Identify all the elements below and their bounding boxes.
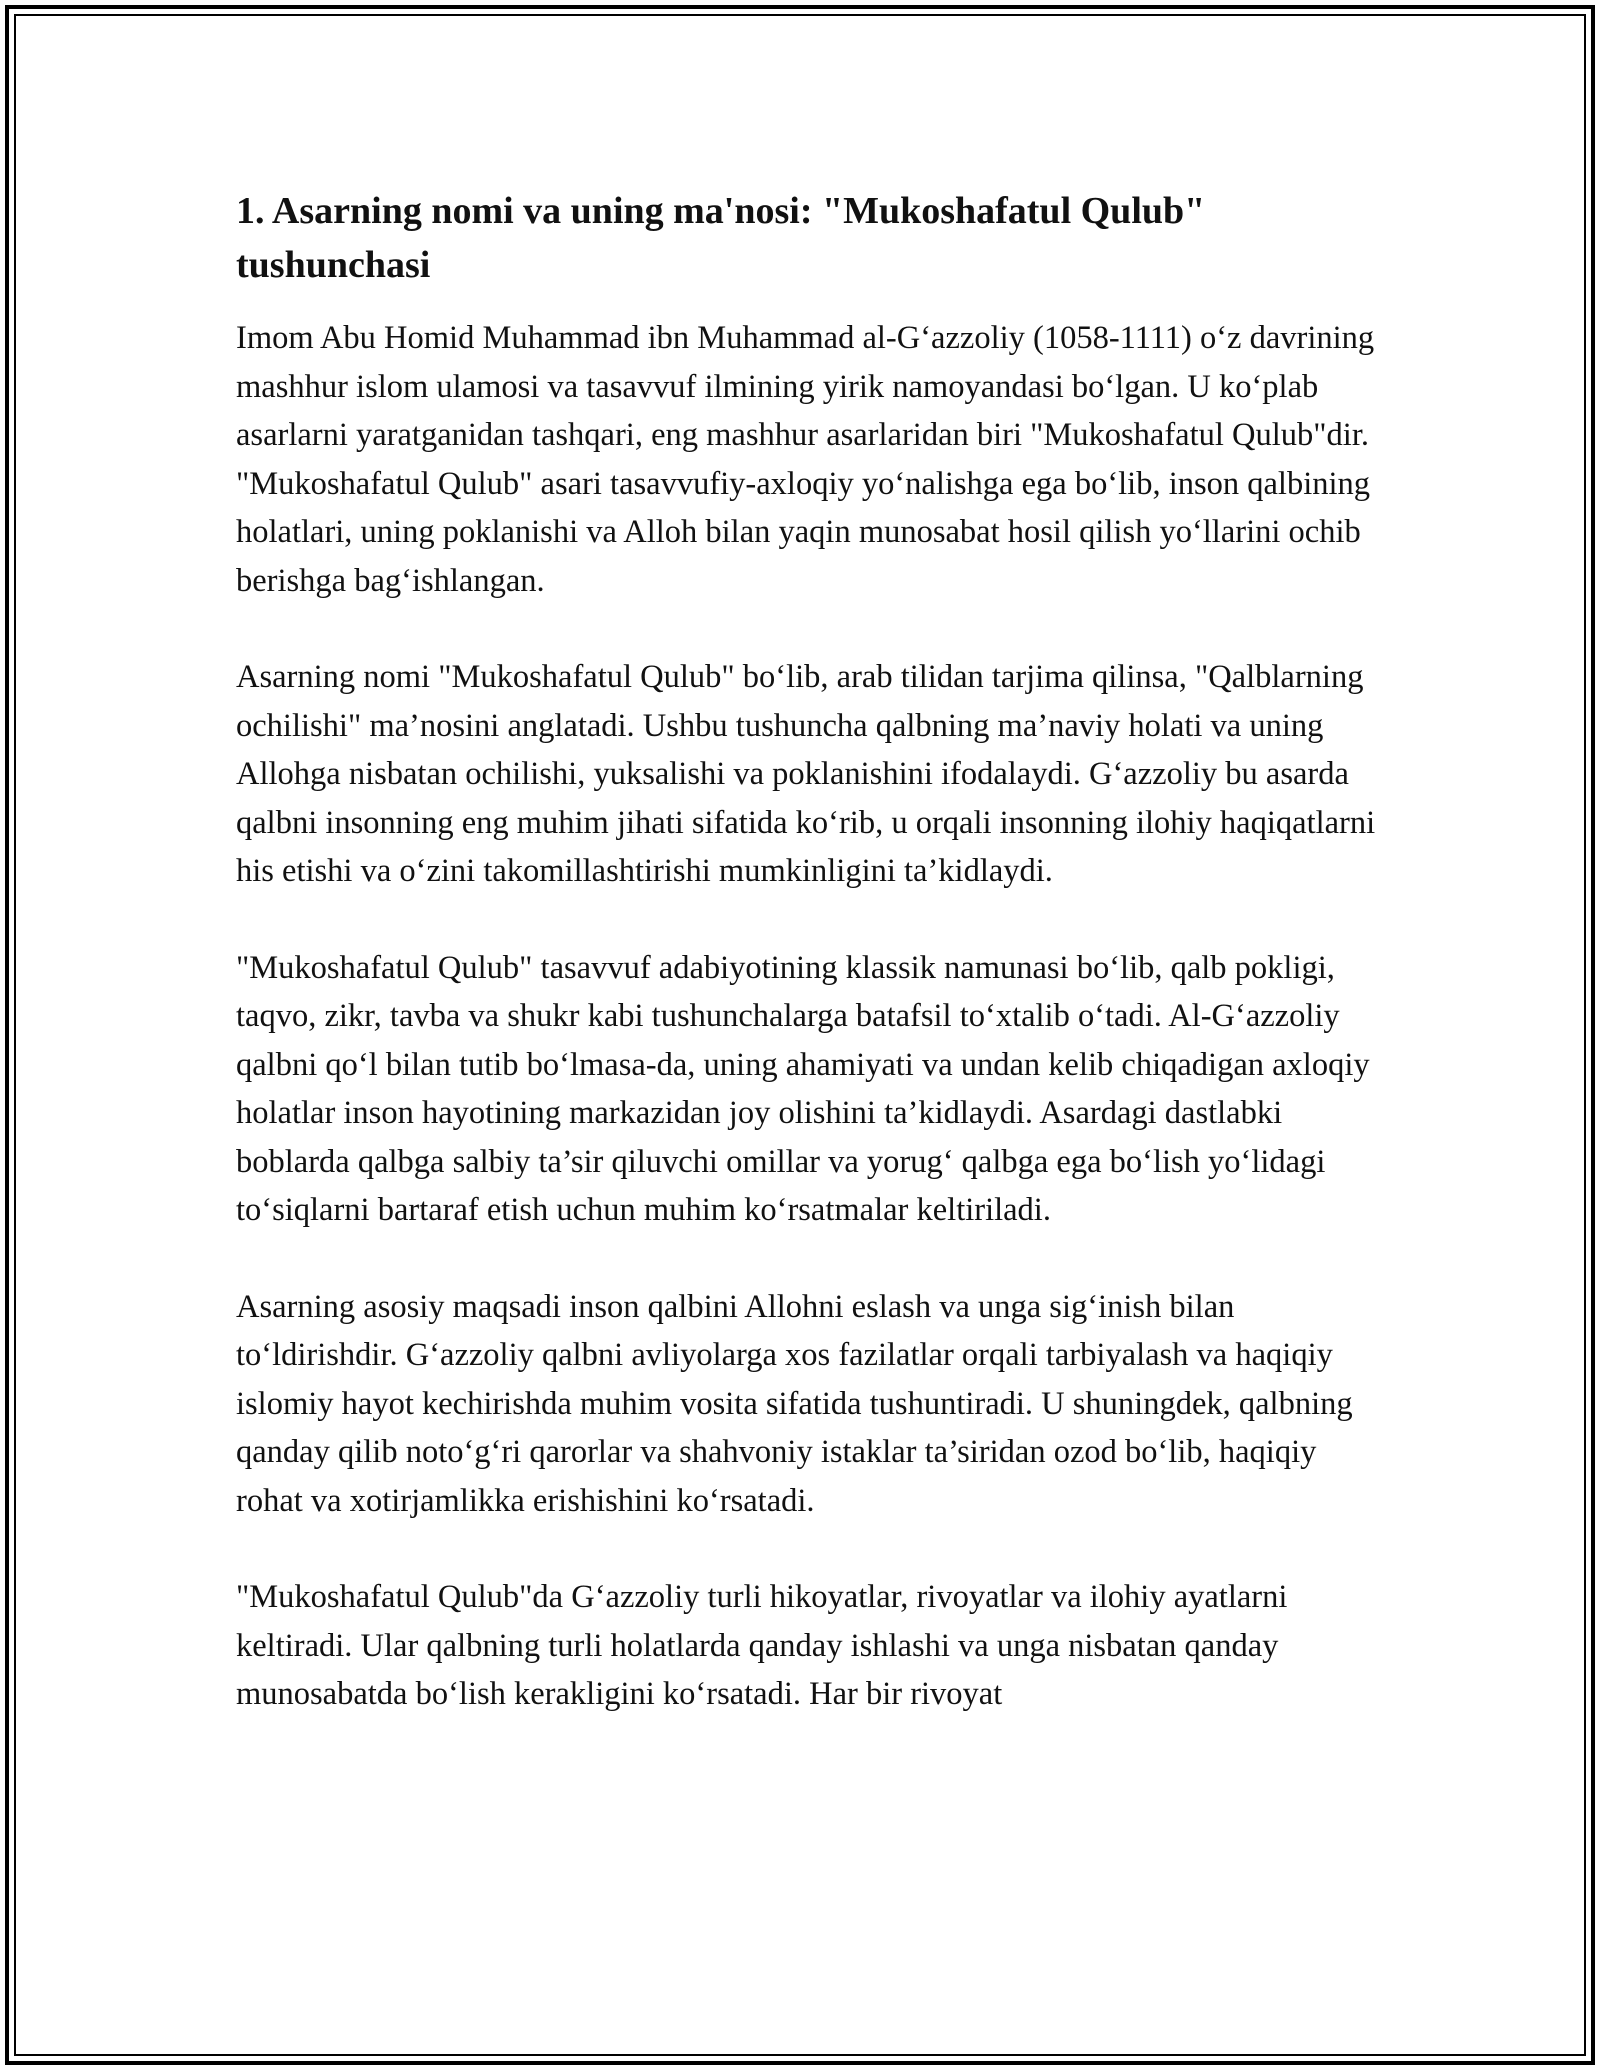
paragraph-3: "Mukoshafatul Qulub" tasavvuf adabiyotining klassik namunasi bo‘lib, qalb pokligi, taqvo, zikr, tavba va shukr kabi tushunchalarga batafsil to‘xtalib o‘tadi. Al-G‘azzoliy qalbni qo‘l bilan tutib bo‘lmasa-da, uning ahamiyati va undan kelib chiqadigan axloqiy holatlar inson hayotining markazidan joy olishini ta’kidlaydi. Asardagi dastlabki boblarda qalbga salbiy ta’sir qiluvchi omillar va yorug‘ qalbga ega bo‘lish yo‘lidagi to‘siqlarni bartaraf etish uchun muhim ko‘rsatmalar keltiriladi. [236, 949, 1370, 1228]
paragraph-4: Asarning asosiy maqsadi inson qalbini Allohni eslash va unga sig‘inish bilan to‘ldirishdir. G‘azzoliy qalbni avliyolarga xos fazilatlar orqali tarbiyalash va haqiqiy islomiy hayot kechirishda muhim vosita sifatida tushuntiradi. U shuningdek, qalbning qanday qilib noto‘g‘ri qarorlar va shahvoniy istaklar ta’siridan ozod bo‘lib, haqiqiy rohat va xotirjamlikka erishishini ko‘rsatadi. [236, 1288, 1353, 1519]
paragraph-1: Imom Abu Homid Muhammad ibn Muhammad al-G‘azzoliy (1058-1111) o‘z davrining mashhur islom ulamosi va tasavvuf ilmining yirik namoyandasi bo‘lgan. U ko‘plab asarlarni yaratganidan tashqari, eng mashhur asarlaridan biri "Mukoshafatul Qulub"dir. "Mukoshafatul Qulub" asari tasavvufiy-axloqiy yo‘nalishga ega bo‘lib, inson qalbining holatlari, uning poklanishi va Alloh bilan yaqin munosabat hosil qilish yo‘llarini ochib berishga bag‘ishlangan. [236, 320, 1375, 599]
document-body [236, 184, 1376, 1767]
paragraph-2: Asarning nomi "Mukoshafatul Qulub" bo‘lib, arab tilidan tarjima qilinsa, "Qalblarning ochilishi" ma’nosini anglatadi. Ushbu tushuncha qalbning ma’naviy holati va uning Allohga nisbatan ochilishi, yuksalishi va poklanishini ifodalaydi. G‘azzoliy bu asarda qalbni insonning eng muhim jihati sifatida ko‘rib, u orqali insonning ilohiy haqiqatlarni his etishi va o‘zini takomillashtirishi mumkinligini ta’kidlaydi. [236, 659, 1376, 889]
section-heading: 1. Asarning nomi va uning ma'nosi: "Mukoshafatul Qulub" tushunchasi [236, 190, 1206, 286]
paragraph-5: "Mukoshafatul Qulub"da G‘azzoliy turli hikoyatlar, rivoyatlar va ilohiy ayatlarni keltiradi. Ular qalbning turli holatlarda qanday ishlashi va unga nisbatan qanday munosabatda bo‘lish kerakligini ko‘rsatadi. Har bir rivoyat [236, 1579, 1288, 1712]
